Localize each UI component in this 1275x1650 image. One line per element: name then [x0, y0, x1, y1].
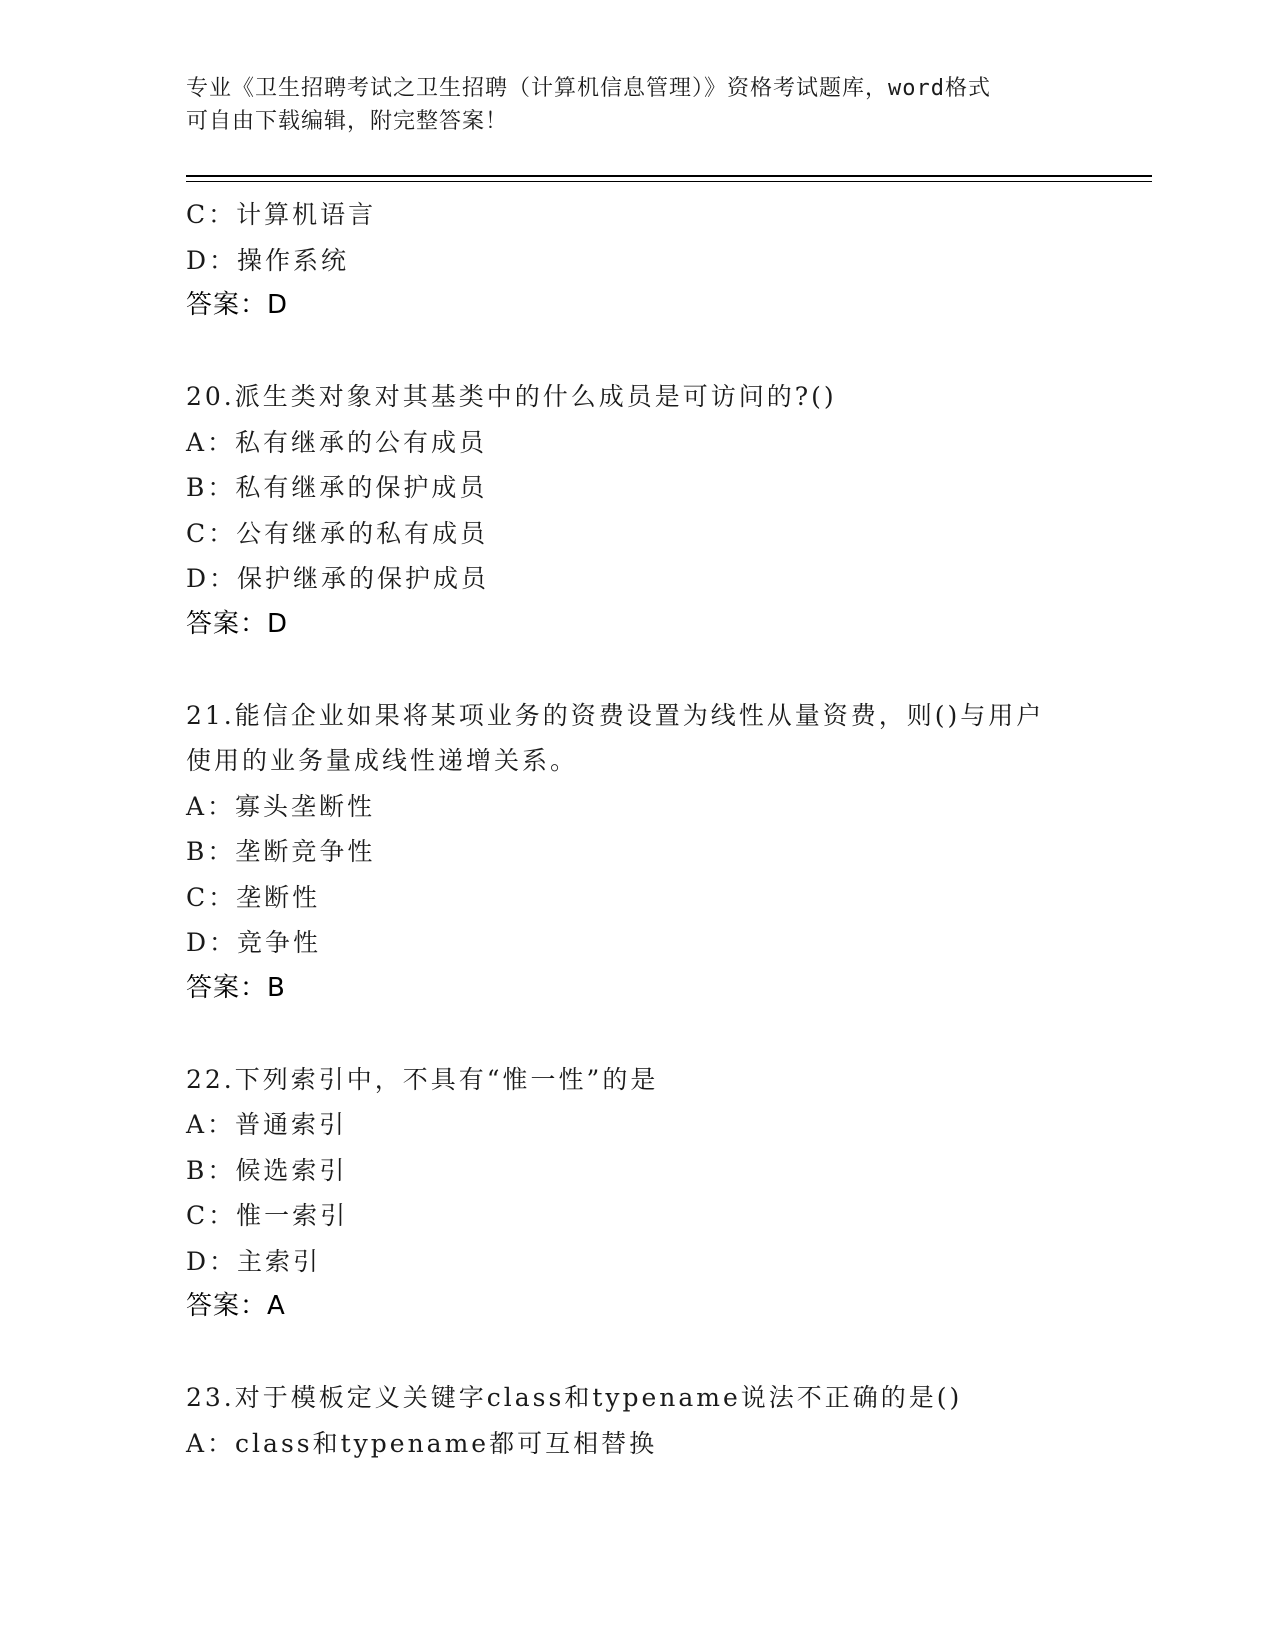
question-list — [186, 192, 1086, 1466]
option-c: C：垄断性 — [186, 882, 321, 912]
answer-label: 答案：B — [186, 972, 286, 1003]
answer-label: 答案：D — [186, 290, 289, 320]
question-block-19 — [186, 192, 1086, 329]
header-rule-thick — [186, 175, 1152, 177]
option-d: D：主索引 — [186, 1246, 322, 1276]
document-header — [186, 72, 1066, 138]
option-c: C：计算机语言 — [186, 200, 377, 229]
option-d: D：保护继承的保护成员 — [186, 564, 490, 593]
spacer — [186, 329, 1086, 375]
answer-label: 答案：D — [186, 608, 289, 639]
question-text-line-2: 使用的业务量成线性递增关系。 — [186, 746, 579, 775]
header-line-1: 专业《卫生招聘考试之卫生招聘（计算机信息管理）》资格考试题库，word格式 — [186, 76, 991, 101]
header-rule-thin — [186, 181, 1152, 182]
option-a: A：私有继承的公有成员 — [186, 427, 488, 457]
option-d: D：竞争性 — [186, 928, 322, 957]
spacer — [186, 647, 1086, 693]
question-block-22 — [186, 1057, 1086, 1330]
option-a: A：class和typename都可互相替换 — [186, 1428, 658, 1458]
option-b: B：私有继承的保护成员 — [186, 473, 488, 502]
question-text: 20.派生类对象对其基类中的什么成员是可访问的?() — [186, 382, 837, 411]
answer-label: 答案：A — [186, 1291, 286, 1321]
question-block-20 — [186, 374, 1086, 647]
question-text: 22.下列索引中，不具有“惟一性”的是 — [186, 1064, 659, 1094]
spacer — [186, 1011, 1086, 1057]
spacer — [186, 1330, 1086, 1376]
header-line-2: 可自由下载编辑，附完整答案！ — [186, 109, 509, 134]
option-c: C：惟一索引 — [186, 1201, 349, 1230]
question-text: 23.对于模板定义关键字class和typename说法不正确的是() — [186, 1383, 963, 1412]
question-text-line-1: 21.能信企业如果将某项业务的资费设置为线性从量资费，则()与用户 — [186, 700, 1045, 730]
option-b: B：候选索引 — [186, 1155, 348, 1185]
option-a: A：普通索引 — [186, 1110, 348, 1139]
question-block-23 — [186, 1375, 1086, 1466]
option-b: B：垄断竞争性 — [186, 837, 376, 866]
question-block-21 — [186, 693, 1086, 1012]
option-d: D：操作系统 — [186, 245, 350, 275]
option-a: A：寡头垄断性 — [186, 791, 376, 821]
option-c: C：公有继承的私有成员 — [186, 518, 489, 548]
